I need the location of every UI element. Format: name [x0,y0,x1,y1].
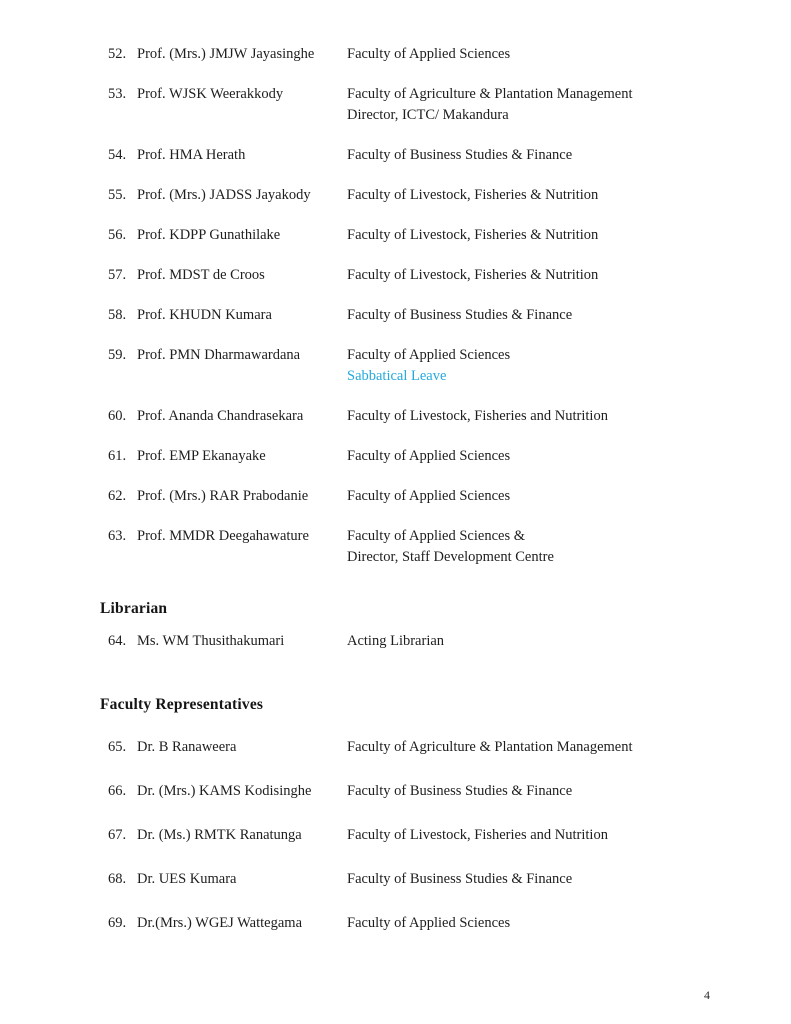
sabbatical-leave-note: Sabbatical Leave [347,368,447,384]
entry-name: Prof. KDPP Gunathilake [137,227,281,243]
entry-name: Prof. KHUDN Kumara [137,307,272,323]
entry-number: 65. [108,739,127,755]
entry-role [347,631,741,652]
roster-row [100,305,741,326]
entry-name: Prof. (Mrs.) RAR Prabodanie [137,488,309,504]
entry-number: 54. [108,147,127,163]
roster-row [100,913,741,934]
entry-number: 59. [108,347,127,363]
entry-number: 55. [108,187,127,203]
role-line: Director, ICTC/ Makandura [347,107,509,123]
section-faculty-representatives [100,694,741,934]
role-line: Director, Staff Development Centre [347,549,554,565]
entry-list [100,44,741,568]
entry-role [347,446,741,467]
entry-role [347,406,741,427]
roster-row [100,145,741,166]
roster-row [100,185,741,206]
roster-row [100,44,741,65]
role-line: Faculty of Applied Sciences [347,448,511,464]
entry-role [347,486,741,507]
roster-row [100,84,741,126]
entry-number: 58. [108,307,127,323]
section-librarian [100,598,741,652]
roster-row [100,345,741,387]
entry-number: 64. [108,633,127,649]
entry-number: 67. [108,827,127,843]
entry-number: 52. [108,46,127,62]
entry-role [347,145,741,166]
entry-number: 61. [108,448,127,464]
roster-row [100,526,741,568]
roster-row [100,406,741,427]
entry-name: Prof. MDST de Croos [137,267,265,283]
role-line: Faculty of Business Studies & Finance [347,783,573,799]
entry-role [347,225,741,246]
role-line: Faculty of Livestock, Fisheries and Nutrition [347,408,608,424]
roster-row [100,825,741,846]
role-line: Faculty of Agriculture & Plantation Management [347,86,633,102]
role-line: Faculty of Livestock, Fisheries & Nutrition [347,227,599,243]
role-line: Faculty of Business Studies & Finance [347,147,573,163]
entry-name: Prof. EMP Ekanayake [137,448,266,464]
roster-row [100,265,741,286]
entry-name: Prof. Ananda Chandrasekara [137,408,304,424]
role-line: Faculty of Applied Sciences [347,46,511,62]
role-line: Faculty of Business Studies & Finance [347,307,573,323]
entry-name: Prof. MMDR Deegahawature [137,528,309,544]
entry-role [347,84,741,126]
entry-list [100,631,741,652]
role-line: Faculty of Applied Sciences [347,347,511,363]
entry-name: Dr. UES Kumara [137,871,237,887]
role-line: Faculty of Livestock, Fisheries & Nutrition [347,187,599,203]
entry-role [347,781,741,802]
role-line: Faculty of Applied Sciences [347,915,511,931]
entry-name: Prof. PMN Dharmawardana [137,347,301,363]
staff-roster [100,44,741,957]
role-line: Faculty of Applied Sciences [347,488,511,504]
entry-role [347,526,741,568]
roster-row [100,737,741,758]
entry-name: Prof. HMA Herath [137,147,246,163]
roster-row [100,781,741,802]
entry-name: Dr. (Mrs.) KAMS Kodisinghe [137,783,312,799]
roster-row [100,225,741,246]
role-line: Faculty of Business Studies & Finance [347,871,573,887]
entry-role [347,265,741,286]
entry-number: 63. [108,528,127,544]
entry-role [347,305,741,326]
role-line: Faculty of Agriculture & Plantation Management [347,739,633,755]
entry-role [347,345,741,387]
entry-role [347,185,741,206]
entry-name: Prof. (Mrs.) JADSS Jayakody [137,187,311,203]
entry-role [347,737,741,758]
roster-row [100,486,741,507]
entry-role [347,913,741,934]
entry-list [100,737,741,934]
entry-name: Prof. (Mrs.) JMJW Jayasinghe [137,46,315,62]
section-faculty-representatives-heading: Faculty Representatives [100,696,264,713]
role-line: Faculty of Livestock, Fisheries and Nutrition [347,827,608,843]
roster-row [100,631,741,652]
entry-name: Dr. B Ranaweera [137,739,237,755]
role-line: Acting Librarian [347,633,445,649]
roster-row [100,869,741,890]
section-professors-continued [100,44,741,568]
entry-number: 57. [108,267,127,283]
entry-number: 66. [108,783,127,799]
entry-number: 69. [108,915,127,931]
entry-number: 56. [108,227,127,243]
entry-role [347,44,741,65]
entry-role [347,825,741,846]
entry-role [347,869,741,890]
entry-number: 68. [108,871,127,887]
entry-name: Dr. (Ms.) RMTK Ranatunga [137,827,302,843]
role-line: Faculty of Applied Sciences & [347,528,525,544]
entry-number: 60. [108,408,127,424]
entry-name: Dr.(Mrs.) WGEJ Wattegama [137,915,303,931]
section-librarian-heading: Librarian [100,600,168,617]
entry-name: Ms. WM Thusithakumari [137,633,285,649]
entry-number: 62. [108,488,127,504]
page-number: 4 [704,988,710,1002]
roster-row [100,446,741,467]
role-line: Faculty of Livestock, Fisheries & Nutrition [347,267,599,283]
entry-number: 53. [108,86,127,102]
entry-name: Prof. WJSK Weerakkody [137,86,284,102]
